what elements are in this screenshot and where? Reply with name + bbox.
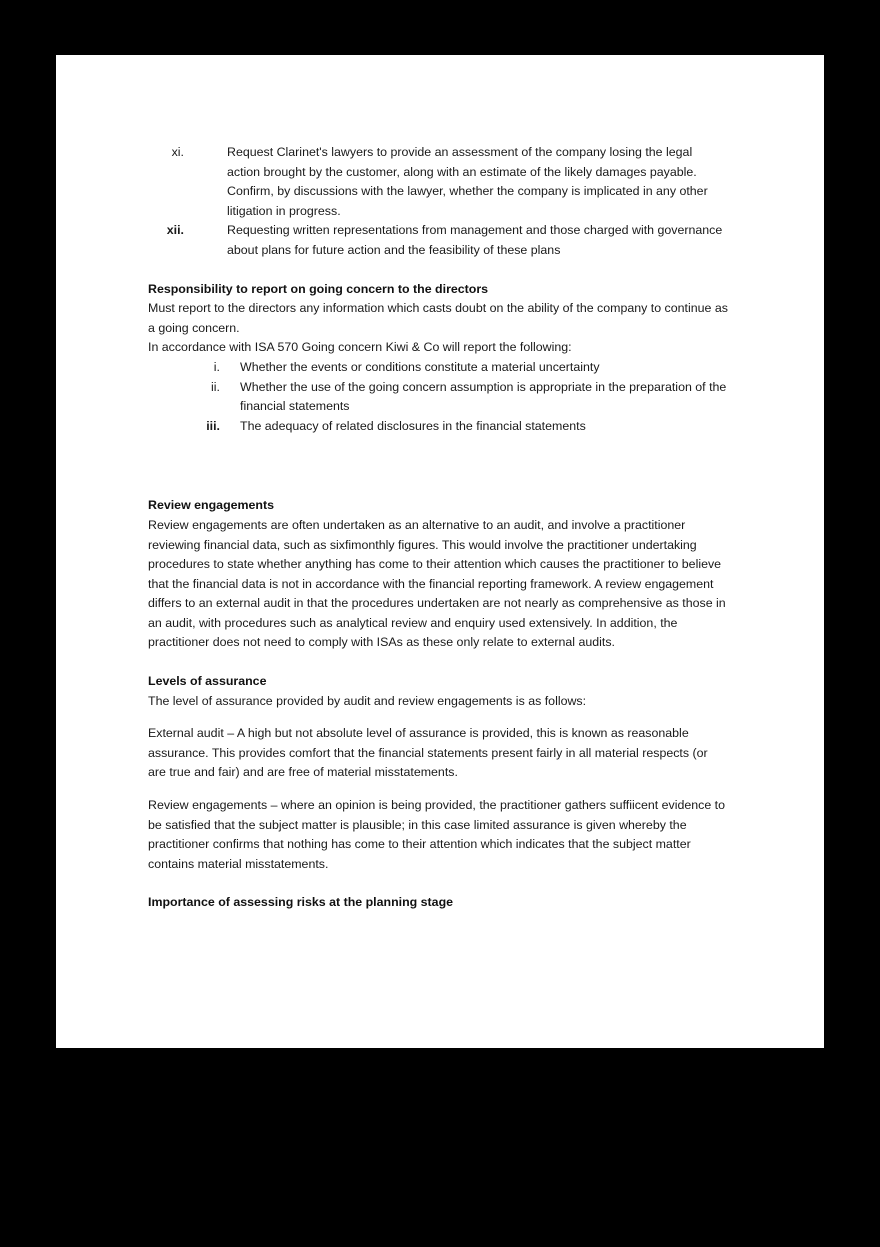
spacer — [148, 711, 728, 724]
paragraph-review-assurance: Review engagements – where an opinion is being provided, the practitioner gathers suffiicent evidence to be satisfied that the subject matter is plausible; in this case limited assurance is given whereby the practitioner confirms that nothing has come to their attention which indicates that the subject matter contains material misstatements. — [148, 798, 725, 871]
paragraph-going-concern-1: Must report to the directors any information which casts doubt on the ability of the company to continue as a going concern. — [148, 301, 728, 335]
heading-going-concern: Responsibility to report on going concern to the directors — [148, 281, 489, 296]
list-going-concern-items — [148, 358, 728, 436]
spacer — [148, 874, 728, 893]
heading-importance-of-assessing-risks: Importance of assessing risks at the planning stage — [148, 895, 454, 910]
heading-review-engagements: Review engagements — [148, 498, 275, 513]
list-item-marker: xi. — [171, 145, 184, 159]
list-item — [148, 417, 728, 437]
list-item-text: Whether the use of the going concern assumption is appropriate in the preparation of the financial statements — [240, 379, 727, 414]
list-item-marker: xii. — [166, 223, 184, 238]
spacer — [148, 261, 728, 280]
list-item-text: The adequacy of related disclosures in the financial statements — [240, 418, 586, 433]
list-item — [148, 221, 728, 260]
spacer — [148, 436, 728, 496]
paragraph-levels-intro: The level of assurance provided by audit and review engagements is as follows: — [148, 693, 587, 708]
spacer — [148, 653, 728, 672]
list-item — [148, 378, 728, 417]
list-item-text: Requesting written representations from management and those charged with governance about plans for future action and the feasibility of these plans — [227, 223, 723, 257]
list-item-marker: iii. — [206, 418, 220, 433]
list-item-marker: ii. — [211, 379, 220, 394]
list-item-text: Whether the events or conditions constitute a material uncertainty — [240, 359, 600, 374]
list-item-text: Request Clarinet's lawyers to provide an assessment of the company losing the legal action brought by the customer, along with an estimate of the likely damages payable. Confirm, by discussions with the lawyer, whether the company is implicated in any other litigation in progress. — [227, 145, 708, 218]
document-page — [56, 55, 824, 1048]
paragraph-review-engagements: Review engagements are often undertaken as an alternative to an audit, and involve a practitioner reviewing financial data, such as sixfimonthly figures. This would involve the practitioner undertaking procedures to state whether anything has come to their attention which causes the practitioner to believe that the financial data is not in accordance with the financial reporting framework. A review engagement differs to an external audit in that the procedures undertaken are not nearly as comprehensive as those in an audit, with procedures such as analytical review and enquiry used extensively. In addition, the practitioner does not need to comply with ISAs as these only relate to external audits. — [148, 517, 726, 650]
paragraph-external-audit: External audit – A high but not absolute level of assurance is provided, this is known as reasonable assurance. This provides comfort that the financial statements present fairly in all material respects (or are true and fair) and are free of material misstatements. — [148, 726, 708, 780]
list-top-roman — [148, 143, 728, 261]
paragraph-going-concern-2: In accordance with ISA 570 Going concern Kiwi & Co will report the following: — [148, 340, 572, 355]
list-item — [148, 358, 728, 378]
list-item-marker: i. — [213, 359, 220, 374]
document-body — [148, 143, 728, 913]
list-item — [148, 143, 728, 221]
heading-levels-of-assurance: Levels of assurance — [148, 674, 267, 689]
spacer — [148, 783, 728, 796]
